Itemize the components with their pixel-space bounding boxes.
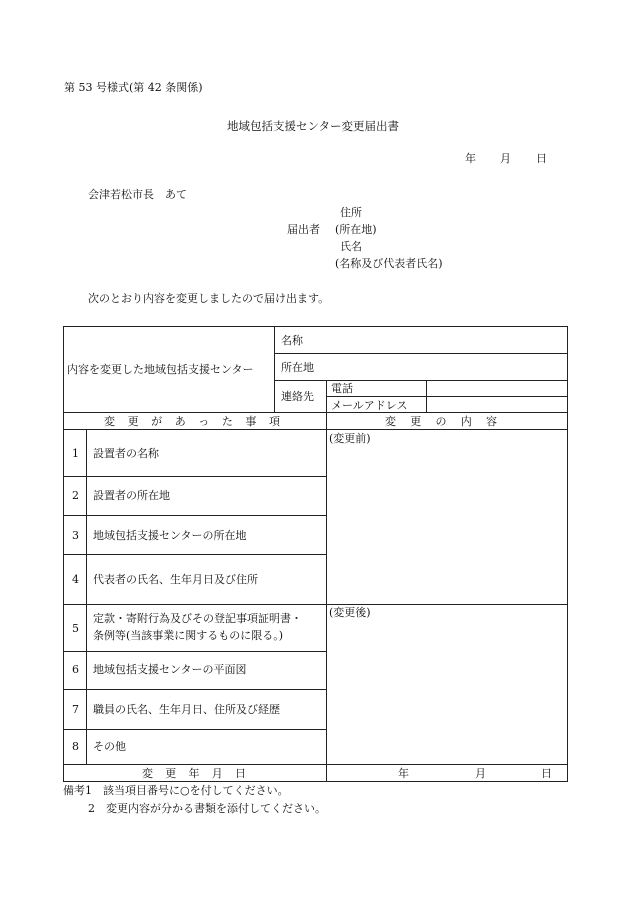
- change-item-7-text: 職員の氏名、生年月日、住所及び経歴: [93, 703, 280, 716]
- before-content-area[interactable]: [328, 447, 565, 602]
- center-location-input[interactable]: [328, 355, 564, 378]
- center-name-label: 名称: [281, 334, 303, 347]
- left-header-char: 更: [127, 415, 139, 428]
- change-item-8-text: その他: [93, 740, 126, 753]
- change-item-5-text: 定款・寄附行為及びその登記事項証明書・: [93, 612, 302, 625]
- notifier-name-sub-label: (名称及び代表者氏名): [335, 257, 443, 270]
- change-item-1-no[interactable]: 1: [72, 447, 79, 460]
- change-item-6-no[interactable]: 6: [72, 663, 79, 676]
- changes-left-header: [104, 416, 280, 427]
- before-label: (変更前): [329, 432, 371, 445]
- right-header-char: 更: [410, 415, 422, 428]
- notifier-label: 届出者: [287, 223, 320, 236]
- left-header-char: 変: [104, 415, 115, 428]
- date-day-label: 日: [536, 152, 547, 165]
- center-email-input[interactable]: [428, 397, 565, 411]
- change-date-day: 日: [541, 767, 552, 780]
- center-phone-input[interactable]: [428, 381, 565, 395]
- change-item-2-no[interactable]: 2: [72, 489, 79, 502]
- center-phone-label: 電話: [331, 382, 353, 395]
- date-month-label: 月: [500, 152, 511, 165]
- right-header-char: 変: [385, 415, 396, 428]
- left-header-char: た: [221, 415, 233, 428]
- after-content-area[interactable]: [328, 621, 565, 762]
- center-location-label: 所在地: [281, 361, 314, 374]
- right-header-char: 容: [486, 415, 497, 428]
- change-date-char: 変: [142, 767, 153, 780]
- form-number: 第 53 号様式(第 42 条関係): [64, 81, 203, 94]
- change-item-4-text: 代表者の氏名、生年月日及び住所: [93, 573, 258, 586]
- change-item-7-no[interactable]: 7: [72, 703, 79, 716]
- after-label: (変更後): [329, 606, 371, 619]
- change-item-8-no[interactable]: 8: [72, 740, 79, 753]
- right-header-char: 内: [460, 415, 472, 428]
- remark-1: 備考1 該当項目番号に○を付してください。: [63, 784, 289, 797]
- change-date-label: [142, 768, 246, 779]
- change-item-3-no[interactable]: 3: [72, 529, 79, 542]
- change-item-5-no[interactable]: 5: [72, 622, 79, 635]
- statement: 次のとおり内容を変更しましたので届け出ます。: [88, 292, 330, 305]
- left-header-char: 事: [245, 415, 257, 428]
- center-row-label: 内容を変更した地域包括支援センター: [67, 363, 254, 376]
- left-header-char: っ: [198, 415, 210, 428]
- center-contact-label: 連絡先: [281, 390, 314, 403]
- change-date-char: 年: [188, 767, 200, 780]
- change-item-4-no[interactable]: 4: [72, 573, 79, 586]
- changes-right-header: [385, 416, 497, 427]
- center-email-label: メールアドレス: [331, 399, 408, 412]
- date-year-label: 年: [465, 152, 476, 165]
- left-header-char: が: [151, 415, 163, 428]
- change-date-char: 更: [165, 767, 177, 780]
- notifier-name-label: 氏名: [340, 240, 362, 253]
- change-date-char: 日: [235, 767, 246, 780]
- change-date-year: 年: [398, 767, 409, 780]
- change-item-5-text-line2: 条例等(当該事業に関するものに限る。): [93, 629, 284, 642]
- remark-2: 2 変更内容が分かる書類を添付してください。: [88, 802, 326, 815]
- notifier-address-label: 住所: [340, 206, 362, 219]
- addressee: 会津若松市長 あて: [88, 188, 187, 201]
- change-item-6-text: 地域包括支援センターの平面図: [93, 663, 247, 676]
- change-item-3-text: 地域包括支援センターの所在地: [93, 529, 247, 542]
- change-item-1-text: 設置者の名称: [93, 447, 159, 460]
- right-header-char: の: [435, 415, 447, 428]
- left-header-char: 項: [268, 415, 280, 428]
- notifier-location-label: (所在地): [335, 223, 377, 236]
- page-title: 地域包括支援センター変更届出書: [227, 119, 400, 133]
- left-header-char: あ: [174, 415, 186, 428]
- change-item-2-text: 設置者の所在地: [93, 489, 170, 502]
- change-date-month: 月: [475, 767, 486, 780]
- center-name-input[interactable]: [328, 328, 564, 351]
- change-date-char: 月: [211, 767, 223, 780]
